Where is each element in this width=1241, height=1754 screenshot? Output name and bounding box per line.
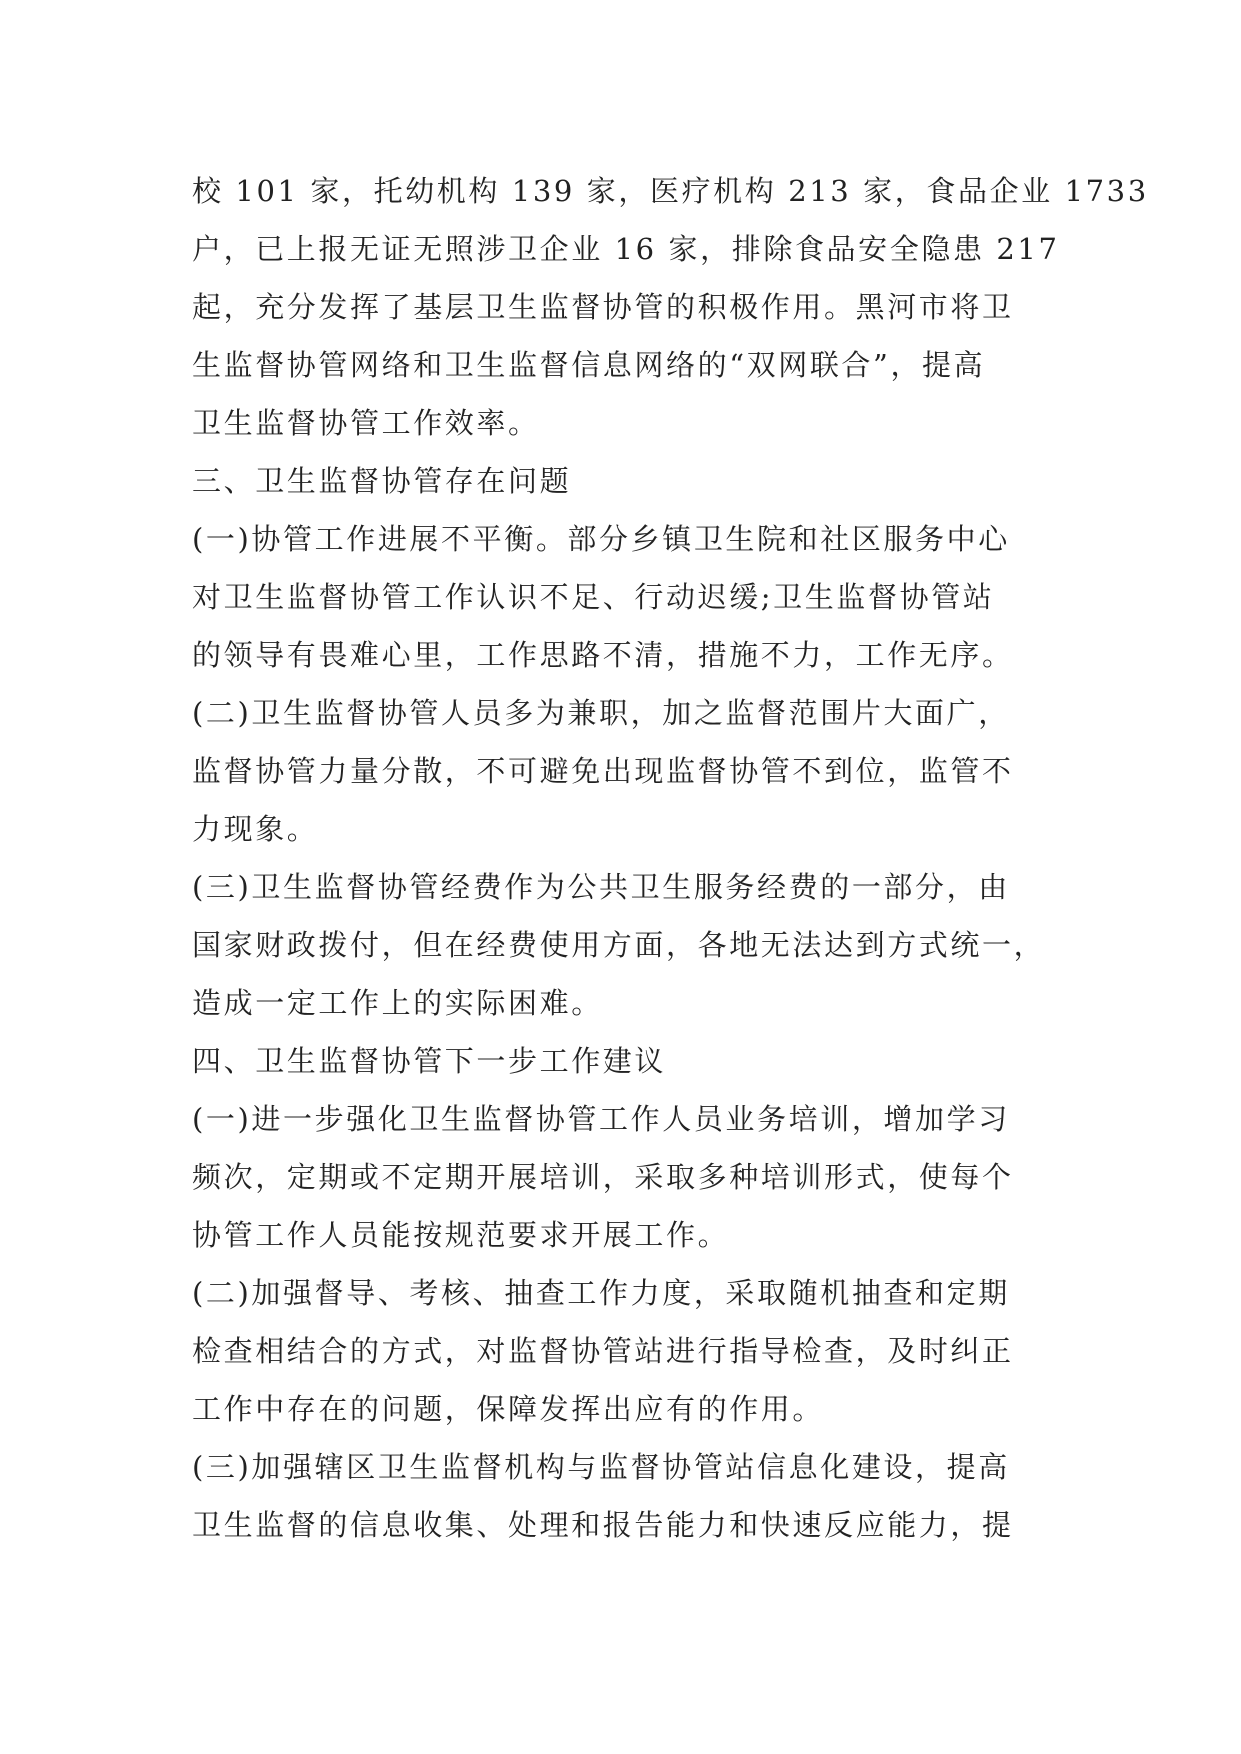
text-line: 的领导有畏难心里，工作思路不清，措施不力，工作无序。 bbox=[192, 638, 1014, 672]
text-line: (二)卫生监督协管人员多为兼职，加之监督范围片大面广， bbox=[192, 696, 1010, 730]
text-line: 卫生监督协管工作效率。 bbox=[192, 406, 540, 440]
section-heading: 三、卫生监督协管存在问题 bbox=[192, 464, 572, 498]
text-line: 力现象。 bbox=[192, 812, 319, 846]
section-heading: 四、卫生监督协管下一步工作建议 bbox=[192, 1044, 667, 1078]
text-line: (三)卫生监督协管经费作为公共卫生服务经费的一部分，由 bbox=[192, 870, 1010, 904]
text-line: 协管工作人员能按规范要求开展工作。 bbox=[192, 1218, 730, 1252]
text-line: 国家财政拨付，但在经费使用方面，各地无法达到方式统一， bbox=[192, 928, 1046, 962]
text-line: (一)协管工作进展不平衡。部分乡镇卫生院和社区服务中心 bbox=[192, 522, 1010, 556]
text-line: 起，充分发挥了基层卫生监督协管的积极作用。黑河市将卫 bbox=[192, 290, 1014, 324]
text-line: (三)加强辖区卫生监督机构与监督协管站信息化建设，提高 bbox=[192, 1450, 1010, 1484]
text-line: 卫生监督的信息收集、处理和报告能力和快速反应能力，提 bbox=[192, 1508, 1014, 1542]
text-line: 对卫生监督协管工作认识不足、行动迟缓;卫生监督协管站 bbox=[192, 580, 995, 614]
text-line: 检查相结合的方式，对监督协管站进行指导检查，及时纠正 bbox=[192, 1334, 1014, 1368]
text-line: 监督协管力量分散，不可避免出现监督协管不到位，监管不 bbox=[192, 754, 1014, 788]
text-line: 频次，定期或不定期开展培训，采取多种培训形式，使每个 bbox=[192, 1160, 1014, 1194]
text-line: 生监督协管网络和卫生监督信息网络的“双网联合”，提高 bbox=[192, 348, 986, 382]
text-line: 造成一定工作上的实际困难。 bbox=[192, 986, 603, 1020]
text-line: 工作中存在的问题，保障发挥出应有的作用。 bbox=[192, 1392, 825, 1426]
text-line: (二)加强督导、考核、抽查工作力度，采取随机抽查和定期 bbox=[192, 1276, 1010, 1310]
body-text bbox=[192, 162, 1149, 1554]
text-line: (一)进一步强化卫生监督协管工作人员业务培训，增加学习 bbox=[192, 1102, 1010, 1136]
text-line: 户，已上报无证无照涉卫企业 16 家，排除食品安全隐患 217 bbox=[192, 232, 1060, 266]
text-line: 校 101 家，托幼机构 139 家，医疗机构 213 家，食品企业 1733 bbox=[192, 174, 1149, 208]
